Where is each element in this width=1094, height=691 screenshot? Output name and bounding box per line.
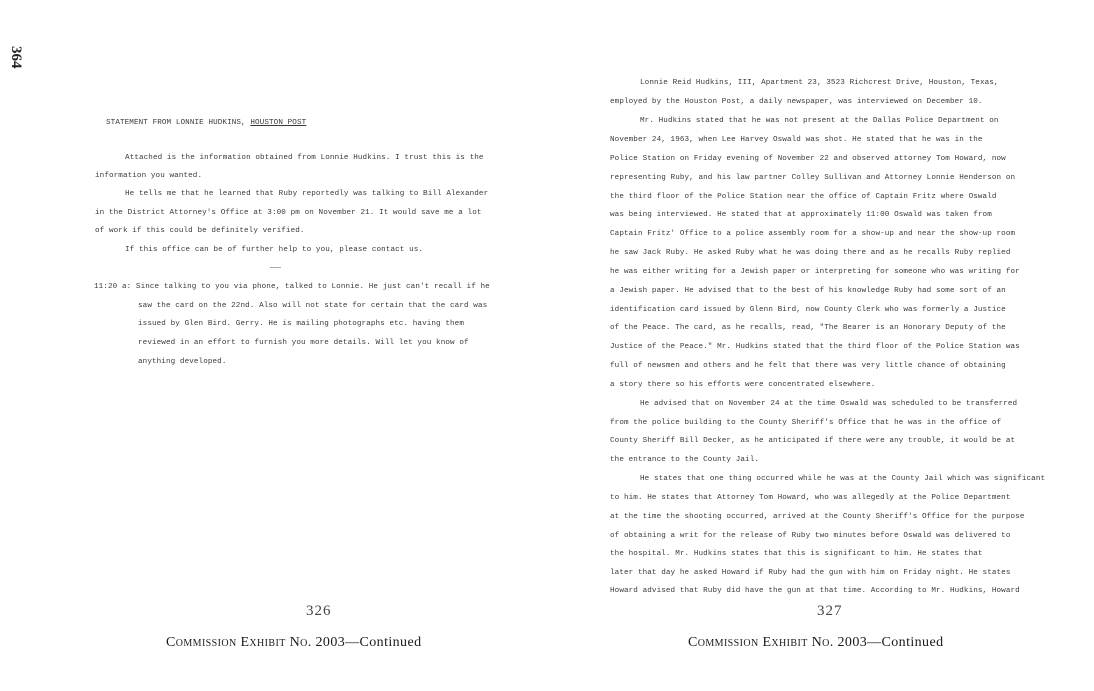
heading-text: STATEMENT FROM LONNIE HUDKINS, [106,119,246,127]
right-line-9: Captain Fritz' Office to a police assembly room for a show-up and near the show-up room [610,230,1016,238]
left-line-4: in the District Attorney's Office at 3:00 pm on November 21. It would save me a lot [95,209,482,217]
right-line-1: Lonnie Reid Hudkins, III, Apartment 23, 3523 Richcrest Drive, Houston, Texas, [640,79,999,87]
left-separator: ——— [270,264,282,271]
right-line-28: Howard advised that Ruby did have the gun at that time. According to Mr. Hudkins, Howard [610,587,1020,595]
right-line-18: He advised that on November 24 at the time Oswald was scheduled to be transferred [640,400,1018,408]
left-line-8: saw the card on the 22nd. Also will not state for certain that the card was [138,302,488,310]
right-line-17: a story there so his efforts were concentrated elsewhere. [610,381,876,389]
right-line-4: November 24, 1963, when Lee Harvey Oswald was shot. He stated that he was in the [610,136,983,144]
right-line-20: County Sheriff Bill Decker, as he anticipated if there were any trouble, it would be at [610,437,1016,445]
printed-page-number: 364 [8,46,24,69]
left-page-heading [106,120,306,128]
left-line-10: reviewed in an effort to furnish you more details. Will let you know of [138,339,469,347]
right-line-7: the third floor of the Police Station near the office of Captain Fritz where Oswald [610,193,997,201]
right-line-15: Justice of the Peace." Mr. Hudkins stated that the third floor of the Police Station was [610,343,1020,351]
left-caption-prefix: Commission Exhibit No. 2003 [166,635,346,650]
left-caption-suffix: —Continued [345,635,422,650]
right-line-22: He states that one thing occurred while he was at the County Jail which was significant [640,475,1046,483]
left-line-3: He tells me that he learned that Ruby reportedly was talking to Bill Alexander [125,190,489,198]
right-line-2: employed by the Houston Post, a daily newspaper, was interviewed on December 10. [610,98,983,106]
right-line-16: full of newsmen and others and he felt that there was very little chance of obtaining [610,362,1006,370]
right-caption [688,635,943,651]
right-line-6: representing Ruby, and his law partner Colley Sullivan and Attorney Lonnie Henderson on [610,174,1016,182]
right-line-11: he was either writing for a Jewish paper or interpreting for someone who was writing for [610,268,1020,276]
right-line-19: from the police building to the County Sheriff's Office that he was in the office of [610,419,1002,427]
left-caption [166,635,421,651]
heading-underlined-text: HOUSTON POST [250,119,307,127]
right-line-23: to him. He states that Attorney Tom Howard, who was allegedly at the Police Department [610,494,1011,502]
right-line-24: at the time the shooting occurred, arrived at the County Sheriff's Office for the purpose [610,513,1025,521]
right-line-8: was being interviewed. He stated that at approximately 11:00 Oswald was taken from [610,211,992,219]
right-line-14: of the Peace. The card, as he recalls, read, "The Bearer is an Honorary Deputy of the [610,324,1006,332]
right-line-26: the hospital. Mr. Hudkins states that this is significant to him. He states that [610,550,983,558]
left-line-9: issued by Glen Bird. Gerry. He is mailing photographs etc. having them [138,320,464,328]
left-line-1: Attached is the information obtained from Lonnie Hudkins. I trust this is the [125,154,484,162]
left-line-11: anything developed. [138,358,227,366]
right-caption-prefix: Commission Exhibit No. 2003 [688,635,868,650]
right-line-5: Police Station on Friday evening of November 22 and observed attorney Tom Howard, now [610,155,1006,163]
left-line-5: of work if this could be definitely verified. [95,227,305,235]
left-line-2: information you wanted. [95,172,203,180]
left-line-6: If this office can be of further help to you, please contact us. [125,246,424,254]
right-folio: 327 [817,603,843,619]
right-line-25: of obtaining a writ for the release of Ruby two minutes before Oswald was delivered to [610,532,1011,540]
right-line-12: a Jewish paper. He advised that to the best of his knowledge Ruby had some sort of an [610,287,1006,295]
right-line-3: Mr. Hudkins stated that he was not present at the Dallas Police Department on [640,117,999,125]
right-line-21: the entrance to the County Jail. [610,456,760,464]
right-line-13: identification card issued by Glenn Bird, now County Clerk who was formerly a Justice [610,306,1006,314]
right-caption-suffix: —Continued [867,635,944,650]
right-line-27: later that day he asked Howard if Ruby had the gun with him on Friday night. He states [610,569,1011,577]
right-line-10: he saw Jack Ruby. He asked Ruby what he was doing there and as he recalls Ruby replied [610,249,1011,257]
left-line-7: 11:20 a: Since talking to you via phone, talked to Lonnie. He just can't recall if he [94,283,490,291]
left-folio: 326 [306,603,332,619]
